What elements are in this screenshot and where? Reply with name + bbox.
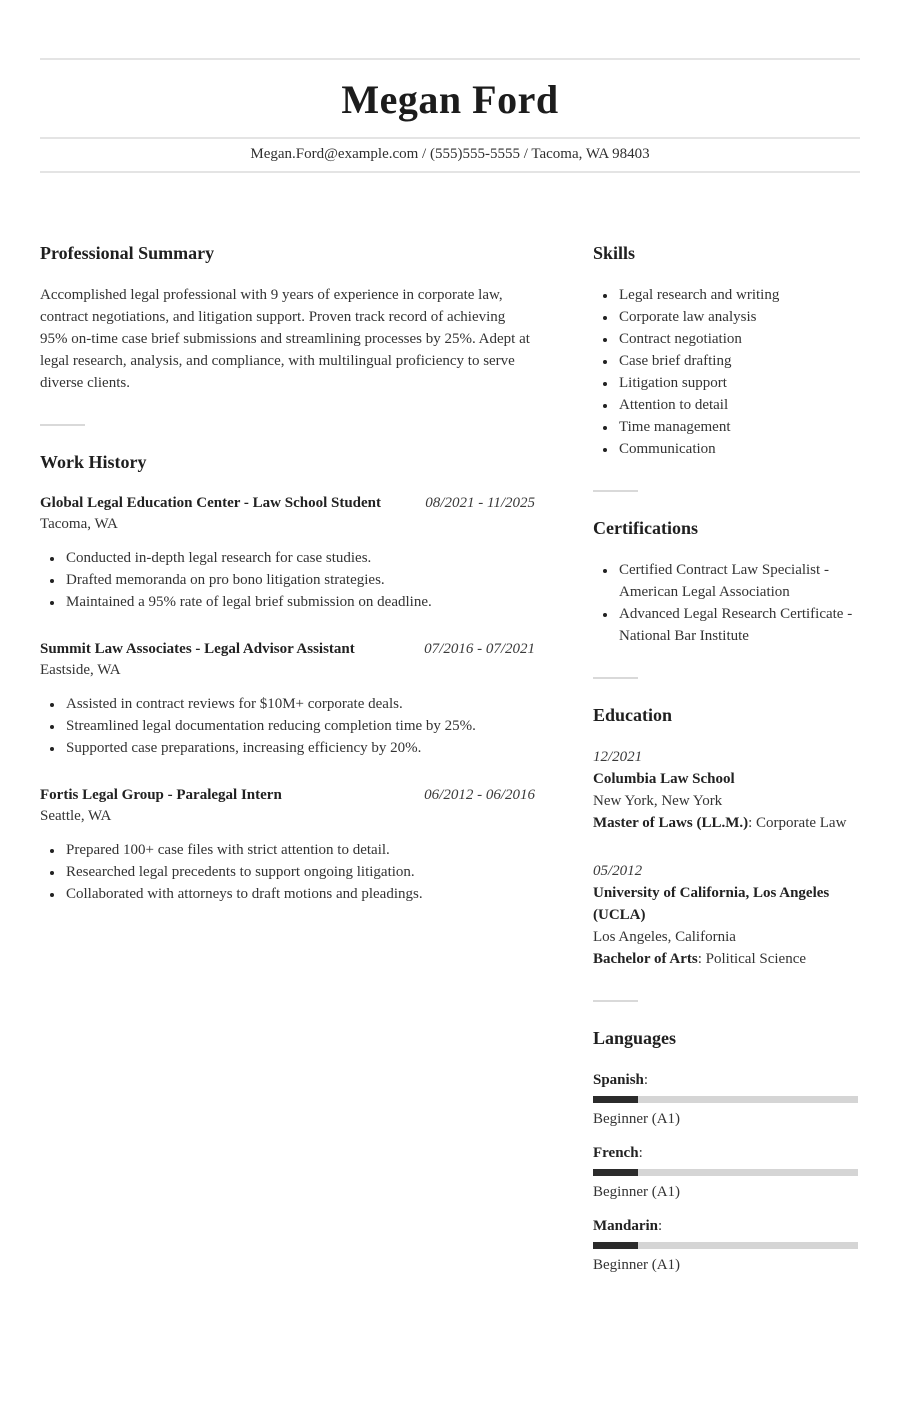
education-degree	[593, 948, 858, 970]
job-bullet: • Assisted in contract reviews for $10M+ corporate deals.	[64, 693, 535, 715]
language-level: Beginner (A1)	[593, 1184, 681, 1200]
degree-name: Master of Laws (LL.M.)	[593, 815, 749, 831]
job-entry	[40, 493, 535, 613]
language-name	[593, 1069, 858, 1091]
language-colon: :	[643, 1072, 649, 1088]
section-divider	[593, 1000, 638, 1002]
resume-body	[40, 243, 860, 1288]
language-name	[593, 1142, 858, 1164]
job-bullet: • Conducted in-depth legal research for case studies.	[64, 547, 535, 569]
job-bullet-list	[40, 839, 535, 905]
job-header	[40, 785, 535, 806]
job-title: Summit Law Associates - Legal Advisor Assistant	[40, 641, 355, 657]
language-proficiency-bar	[593, 1169, 858, 1176]
job-location: Seattle, WA	[40, 808, 112, 824]
certifications-heading: Certifications	[593, 518, 698, 538]
summary-text: Accomplished legal professional with 9 years of experience in corporate law, contract negotiations, and litigation support. Proven track record of achieving 95% on-time case brief submissions and streamlining processes by 25%. Adept at legal research, analysis, and compliance, with multilingual proficiency to serve diverse clients.	[40, 287, 530, 391]
education-school: University of California, Los Angeles (UCLA)	[593, 885, 830, 923]
language-level: Beginner (A1)	[593, 1111, 681, 1127]
job-header	[40, 639, 535, 660]
language-label: Mandarin	[593, 1218, 659, 1234]
job-bullet: • Maintained a 95% rate of legal brief submission on deadline.	[64, 591, 535, 613]
right-column	[593, 243, 858, 1288]
job-dates: 06/2012 - 06/2016	[424, 787, 535, 803]
education-date: 05/2012	[593, 863, 643, 879]
job-bullet: • Researched legal precedents to support ongoing litigation.	[64, 861, 535, 883]
skill-item: • Communication	[617, 438, 858, 460]
section-divider	[593, 490, 638, 492]
language-proficiency-bar	[593, 1096, 858, 1103]
skills-heading: Skills	[593, 243, 636, 263]
skill-item: • Legal research and writing	[617, 284, 858, 306]
skill-item: • Attention to detail	[617, 394, 858, 416]
section-divider	[593, 677, 638, 679]
language-item	[593, 1215, 858, 1275]
job-dates: 08/2021 - 11/2025	[425, 495, 535, 511]
job-bullet: • Prepared 100+ case files with strict attention to detail.	[64, 839, 535, 861]
language-item	[593, 1069, 858, 1129]
contact-bottom-divider	[40, 171, 860, 173]
work-history-heading: Work History	[40, 452, 147, 472]
education-heading: Education	[593, 705, 673, 725]
summary-heading: Professional Summary	[40, 243, 215, 263]
education-date: 12/2021	[593, 749, 643, 765]
language-name	[593, 1215, 858, 1237]
language-level: Beginner (A1)	[593, 1257, 681, 1273]
job-dates: 07/2016 - 07/2021	[424, 641, 535, 657]
skill-item: • Time management	[617, 416, 858, 438]
job-location: Tacoma, WA	[40, 516, 118, 532]
job-bullet: • Streamlined legal documentation reducing completion time by 25%.	[64, 715, 535, 737]
job-bullet-list	[40, 547, 535, 613]
left-column	[40, 243, 535, 1288]
resume-name: Megan Ford	[341, 77, 559, 122]
language-item	[593, 1142, 858, 1202]
education-location: Los Angeles, California	[593, 929, 736, 945]
skill-item: • Contract negotiation	[617, 328, 858, 350]
job-header	[40, 493, 535, 514]
job-entry	[40, 785, 535, 905]
language-label: French	[593, 1145, 639, 1161]
languages-heading: Languages	[593, 1028, 677, 1048]
contact-line: Megan.Ford@example.com / (555)555-5555 / Tacoma, WA 98403	[250, 146, 650, 162]
degree-field: : Political Science	[697, 951, 807, 967]
job-bullet: • Collaborated with attorneys to draft motions and pleadings.	[64, 883, 535, 905]
job-title: Global Legal Education Center - Law School Student	[40, 495, 382, 511]
skill-item: • Litigation support	[617, 372, 858, 394]
language-proficiency-bar	[593, 1242, 858, 1249]
skill-item: • Corporate law analysis	[617, 306, 858, 328]
education-school: Columbia Law School	[593, 771, 735, 787]
degree-field: : Corporate Law	[748, 815, 847, 831]
language-colon: :	[658, 1218, 663, 1234]
section-divider	[40, 424, 85, 426]
job-title: Fortis Legal Group - Paralegal Intern	[40, 787, 282, 803]
education-entry	[593, 860, 858, 970]
resume-page	[0, 58, 900, 1288]
education-degree	[593, 812, 858, 834]
job-entry	[40, 639, 535, 759]
degree-name: Bachelor of Arts	[593, 951, 698, 967]
language-label: Spanish	[593, 1072, 644, 1088]
skills-list	[593, 284, 858, 460]
language-colon: :	[638, 1145, 643, 1161]
job-bullet: • Drafted memoranda on pro bono litigation strategies.	[64, 569, 535, 591]
language-proficiency-fill	[593, 1096, 638, 1103]
job-location: Eastside, WA	[40, 662, 121, 678]
education-location: New York, New York	[593, 793, 723, 809]
job-bullet-list	[40, 693, 535, 759]
job-bullet: • Supported case preparations, increasing efficiency by 20%.	[64, 737, 535, 759]
language-proficiency-fill	[593, 1169, 638, 1176]
skill-item: • Case brief drafting	[617, 350, 858, 372]
language-proficiency-fill	[593, 1242, 638, 1249]
certification-item: • Certified Contract Law Specialist - American Legal Association	[617, 559, 858, 603]
certification-item: • Advanced Legal Research Certificate - National Bar Institute	[617, 603, 858, 647]
education-entry	[593, 746, 858, 834]
certifications-list	[593, 559, 858, 647]
